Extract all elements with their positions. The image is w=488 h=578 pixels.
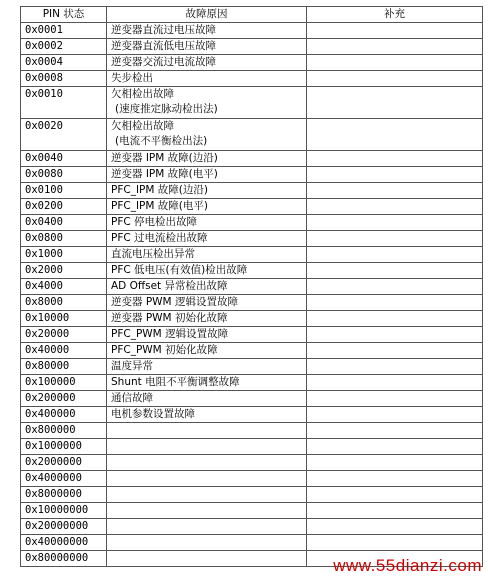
- fault-cause-line: PFC_PWM 初始化故障: [111, 344, 218, 356]
- fault-cause-line: 逆变器 IPM 故障(电平): [111, 168, 218, 180]
- note-cell: [307, 359, 483, 375]
- table-row: [21, 519, 483, 535]
- fault-cause-line: 逆变器交流过电流故障: [111, 56, 216, 68]
- table-row: [21, 23, 483, 39]
- table-row: [21, 151, 483, 167]
- pin-status-cell: 0x100000: [21, 375, 107, 391]
- table-row: [21, 327, 483, 343]
- fault-cause-line: PFC 低电压(有效值)检出故障: [111, 264, 248, 276]
- table-row: [21, 183, 483, 199]
- table-row: [21, 455, 483, 471]
- pin-status-cell: 0x10000: [21, 311, 107, 327]
- pin-status-cell: 0x0400: [21, 215, 107, 231]
- table-row: [21, 295, 483, 311]
- note-cell: [307, 215, 483, 231]
- pin-status-cell: 0x4000: [21, 279, 107, 295]
- pin-status-cell: 0x0020: [21, 119, 107, 151]
- pin-status-cell: 0x0002: [21, 39, 107, 55]
- table-row: [21, 407, 483, 423]
- header-fault-cause: 故障原因: [107, 7, 307, 23]
- fault-code-table: [20, 6, 483, 567]
- fault-cause-line: 逆变器 IPM 故障(边沿): [111, 152, 218, 164]
- pin-status-cell: 0x1000: [21, 247, 107, 263]
- fault-cause-cell: [107, 119, 307, 151]
- fault-cause-line: 失步检出: [111, 72, 153, 84]
- note-cell: [307, 295, 483, 311]
- fault-cause-line: PFC 过电流检出故障: [111, 232, 208, 244]
- table-row: [21, 199, 483, 215]
- fault-cause-cell: [107, 183, 307, 199]
- note-cell: [307, 119, 483, 151]
- fault-cause-cell: [107, 55, 307, 71]
- fault-cause-cell: [107, 471, 307, 487]
- note-cell: [307, 327, 483, 343]
- fault-cause-cell: [107, 71, 307, 87]
- note-cell: [307, 535, 483, 551]
- fault-cause-line: PFC 停电检出故障: [111, 216, 198, 228]
- table-row: [21, 487, 483, 503]
- fault-cause-line: 电机参数设置故障: [111, 408, 195, 420]
- note-cell: [307, 375, 483, 391]
- fault-cause-cell: [107, 551, 307, 567]
- fault-cause-cell: [107, 359, 307, 375]
- fault-cause-cell: [107, 151, 307, 167]
- note-cell: [307, 343, 483, 359]
- note-cell: [307, 439, 483, 455]
- table-row: [21, 87, 483, 119]
- note-cell: [307, 183, 483, 199]
- header-note: 补充: [307, 7, 483, 23]
- table-row: [21, 311, 483, 327]
- fault-cause-cell: [107, 87, 307, 119]
- fault-cause-cell: [107, 231, 307, 247]
- pin-status-cell: 0x40000000: [21, 535, 107, 551]
- table-row: [21, 279, 483, 295]
- table-row: [21, 231, 483, 247]
- table-header-row: [21, 7, 483, 23]
- fault-cause-cell: [107, 455, 307, 471]
- pin-status-cell: 0x0001: [21, 23, 107, 39]
- pin-status-cell: 0x0200: [21, 199, 107, 215]
- fault-cause-line: 欠相检出故障: [111, 88, 174, 100]
- note-cell: [307, 471, 483, 487]
- table-row: [21, 39, 483, 55]
- fault-cause-cell: [107, 327, 307, 343]
- pin-status-cell: 0x40000: [21, 343, 107, 359]
- fault-cause-cell: [107, 503, 307, 519]
- note-cell: [307, 71, 483, 87]
- table-row: [21, 55, 483, 71]
- table-row: [21, 119, 483, 151]
- fault-cause-cell: [107, 375, 307, 391]
- fault-cause-line: (速度推定脉动检出法): [115, 103, 218, 115]
- fault-cause-cell: [107, 407, 307, 423]
- note-cell: [307, 455, 483, 471]
- pin-status-cell: 0x200000: [21, 391, 107, 407]
- fault-cause-line: PFC_PWM 逻辑设置故障: [111, 328, 229, 340]
- fault-cause-line: 逆变器直流过电压故障: [111, 24, 216, 36]
- table-row: [21, 263, 483, 279]
- fault-cause-line: 逆变器直流低电压故障: [111, 40, 216, 52]
- note-cell: [307, 311, 483, 327]
- note-cell: [307, 487, 483, 503]
- fault-cause-cell: [107, 311, 307, 327]
- pin-status-cell: 0x0010: [21, 87, 107, 119]
- fault-cause-line: PFC_IPM 故障(电平): [111, 200, 208, 212]
- note-cell: [307, 167, 483, 183]
- fault-cause-line: 逆变器 PWM 逻辑设置故障: [111, 296, 238, 308]
- note-cell: [307, 263, 483, 279]
- pin-status-cell: 0x0080: [21, 167, 107, 183]
- note-cell: [307, 407, 483, 423]
- note-cell: [307, 87, 483, 119]
- pin-status-cell: 0x10000000: [21, 503, 107, 519]
- pin-status-cell: 0x20000: [21, 327, 107, 343]
- pin-status-cell: 0x800000: [21, 423, 107, 439]
- pin-status-cell: 0x400000: [21, 407, 107, 423]
- fault-cause-cell: [107, 167, 307, 183]
- fault-cause-cell: [107, 39, 307, 55]
- note-cell: [307, 423, 483, 439]
- fault-cause-cell: [107, 423, 307, 439]
- pin-status-cell: 0x8000: [21, 295, 107, 311]
- fault-cause-cell: [107, 279, 307, 295]
- pin-status-cell: 0x0800: [21, 231, 107, 247]
- table-row: [21, 375, 483, 391]
- table-row: [21, 359, 483, 375]
- fault-cause-cell: [107, 519, 307, 535]
- fault-cause-cell: [107, 215, 307, 231]
- fault-cause-line: Shunt 电阻不平衡调整故障: [111, 376, 240, 388]
- pin-status-cell: 0x0040: [21, 151, 107, 167]
- table-row: [21, 423, 483, 439]
- note-cell: [307, 279, 483, 295]
- note-cell: [307, 519, 483, 535]
- pin-status-cell: 0x80000: [21, 359, 107, 375]
- fault-cause-cell: [107, 391, 307, 407]
- pin-status-cell: 0x20000000: [21, 519, 107, 535]
- fault-cause-line: 欠相检出故障: [111, 120, 174, 132]
- table-row: [21, 391, 483, 407]
- note-cell: [307, 231, 483, 247]
- table-row: [21, 439, 483, 455]
- header-pin-status: PIN 状态: [21, 7, 107, 23]
- fault-cause-line: AD Offset 异常检出故障: [111, 280, 228, 292]
- fault-cause-cell: [107, 295, 307, 311]
- fault-cause-cell: [107, 23, 307, 39]
- table-row: [21, 471, 483, 487]
- pin-status-cell: 0x0100: [21, 183, 107, 199]
- table-row: [21, 247, 483, 263]
- table-row: [21, 535, 483, 551]
- fault-cause-line: (电流不平衡检出法): [115, 135, 208, 147]
- table-row: [21, 503, 483, 519]
- note-cell: [307, 39, 483, 55]
- fault-cause-cell: [107, 439, 307, 455]
- note-cell: [307, 391, 483, 407]
- fault-cause-cell: [107, 343, 307, 359]
- note-cell: [307, 151, 483, 167]
- fault-cause-line: PFC_IPM 故障(边沿): [111, 184, 208, 196]
- fault-cause-cell: [107, 247, 307, 263]
- fault-cause-line: 逆变器 PWM 初始化故障: [111, 312, 228, 324]
- pin-status-cell: 0x2000000: [21, 455, 107, 471]
- fault-cause-cell: [107, 535, 307, 551]
- table-row: [21, 167, 483, 183]
- table-row: [21, 343, 483, 359]
- watermark: www.55dianzi.com: [333, 556, 482, 575]
- fault-cause-cell: [107, 199, 307, 215]
- pin-status-cell: 0x0008: [21, 71, 107, 87]
- note-cell: [307, 199, 483, 215]
- note-cell: [307, 23, 483, 39]
- fault-cause-line: 温度异常: [111, 360, 153, 372]
- pin-status-cell: 0x2000: [21, 263, 107, 279]
- note-cell: [307, 55, 483, 71]
- table-row: [21, 71, 483, 87]
- table-body: [21, 23, 483, 567]
- note-cell: [307, 503, 483, 519]
- pin-status-cell: 0x80000000: [21, 551, 107, 567]
- note-cell: [307, 247, 483, 263]
- fault-cause-cell: [107, 263, 307, 279]
- pin-status-cell: 0x4000000: [21, 471, 107, 487]
- fault-cause-line: 直流电压检出异常: [111, 248, 195, 260]
- pin-status-cell: 0x8000000: [21, 487, 107, 503]
- pin-status-cell: 0x1000000: [21, 439, 107, 455]
- table-row: [21, 215, 483, 231]
- pin-status-cell: 0x0004: [21, 55, 107, 71]
- fault-cause-line: 通信故障: [111, 392, 153, 404]
- fault-cause-cell: [107, 487, 307, 503]
